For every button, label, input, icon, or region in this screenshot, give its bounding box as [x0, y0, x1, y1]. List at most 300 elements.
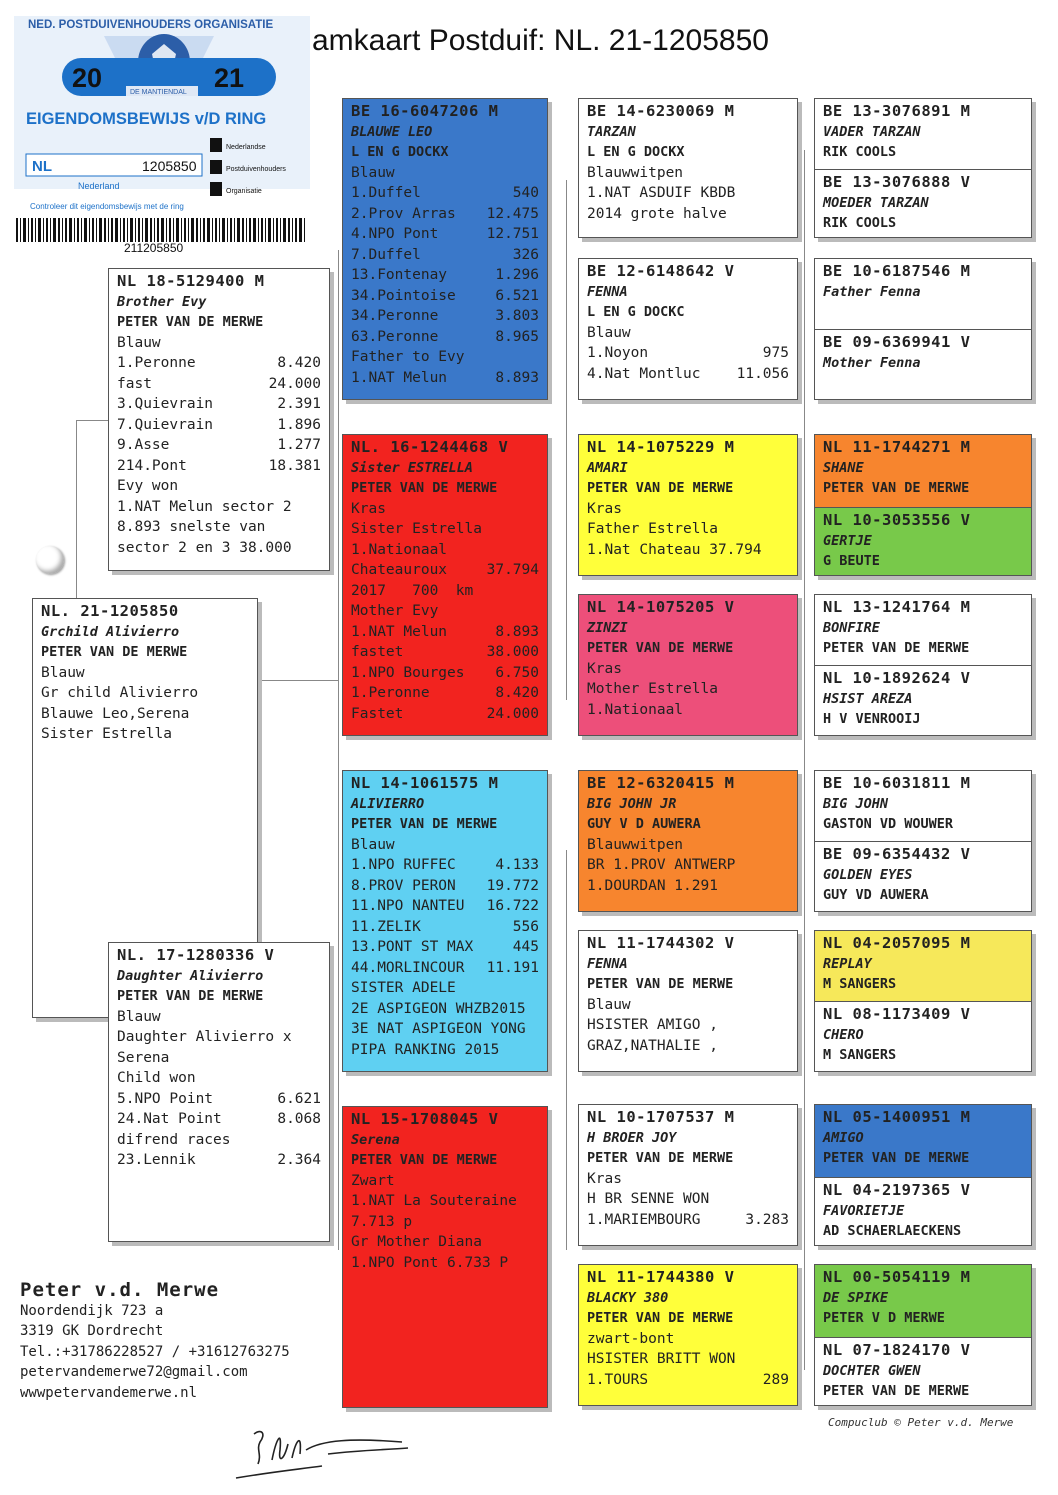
- result-line: [351, 245, 539, 266]
- result-label: Blauw: [351, 164, 395, 181]
- result-label: Kras: [587, 1170, 622, 1187]
- result-value: 8.893: [495, 623, 539, 640]
- owner: GUY V D AUWERA: [587, 816, 701, 832]
- result-label: 1.NAT Melun sector 2: [117, 498, 292, 515]
- result-label: 1.Peronne: [351, 685, 430, 701]
- breeder-name: Peter v.d. Merwe: [20, 1279, 220, 1301]
- grandparent-card: [578, 1104, 798, 1246]
- logo-year-left: 20: [72, 63, 103, 93]
- great-grandparent: [815, 169, 1031, 238]
- result-label: GRAZ,NATHALIE ,: [587, 1037, 718, 1054]
- pigeon-name: DE SPIKE: [823, 1289, 889, 1306]
- result-line: [117, 1048, 321, 1069]
- pigeon-name: FAVORIETJE: [823, 1202, 905, 1219]
- result-label: 9.Asse: [117, 437, 170, 453]
- result-label: Mother Estrella: [587, 681, 718, 697]
- owner: RIK COOLS: [823, 144, 897, 160]
- result-list: [351, 163, 539, 389]
- ring-number: NL 04-2057095 M: [823, 934, 971, 952]
- ring-number: NL 04-2197365 V: [823, 1181, 971, 1199]
- page-title: amkaart Postduif: NL. 21-1205850: [312, 24, 769, 57]
- great-grandparent: [815, 1337, 1031, 1406]
- owner: AD SCHAERLAECKENS: [823, 1223, 962, 1239]
- result-line: [351, 499, 539, 520]
- result-label: 1.NPO Pont 6.733 P: [351, 1254, 509, 1271]
- result-value: 2.364: [277, 1152, 321, 1168]
- great-grandparent: [815, 507, 1031, 576]
- result-value: 8.068: [277, 1111, 321, 1127]
- great-grandparent-pair: [814, 1104, 1032, 1246]
- great-grandparent: [815, 99, 1031, 169]
- ring-number: NL. 21-1205850: [41, 602, 179, 620]
- result-line: [351, 917, 539, 938]
- ownership-certificate-logo: [14, 14, 310, 254]
- result-line: [351, 937, 539, 958]
- grandparent-card: [578, 1264, 798, 1406]
- result-list: [587, 163, 789, 225]
- result-value: 556: [512, 918, 539, 935]
- owner: PETER VAN DE MERWE: [823, 1383, 970, 1399]
- result-label: 1.DOURDAN 1.291: [587, 877, 718, 894]
- pigeon-name: SHANE: [823, 459, 864, 476]
- result-list: [587, 995, 789, 1057]
- result-label: Kras: [587, 660, 622, 677]
- pigeon-name: BONFIRE: [823, 619, 880, 636]
- ring-number: NL 11-1744380 V: [587, 1268, 735, 1286]
- pigeon-name: MOEDER TARZAN: [823, 194, 929, 211]
- logo-top-text: NED. POSTDUIVENHOUDERS ORGANISATIE: [28, 19, 274, 31]
- pigeon-name: Grchild Alivierro: [41, 623, 180, 640]
- barcode-number: 211205850: [124, 241, 184, 254]
- great-grandparent-pair: [814, 594, 1032, 736]
- pigeon-name: ZINZI: [587, 619, 628, 636]
- great-grandparent: [815, 771, 1031, 841]
- result-label: Blauw: [117, 334, 161, 351]
- connector: [258, 680, 338, 681]
- logo-eigendom: EIGENDOMSBEWIJS v/D RING: [26, 110, 267, 128]
- pigeon-name: BIG JOHN JR: [587, 795, 677, 812]
- result-line: [351, 224, 539, 245]
- result-line: [351, 1232, 539, 1253]
- ring-number: NL 14-1075229 M: [587, 438, 735, 456]
- result-line: [117, 1068, 321, 1089]
- result-label: 1.Nat Chateau 37.794: [587, 541, 762, 558]
- result-line: [117, 1109, 321, 1130]
- result-value: 6.750: [495, 664, 539, 681]
- result-label: Gr Mother Diana: [351, 1234, 482, 1250]
- ring-number: NL 10-1707537 M: [587, 1108, 735, 1126]
- result-line: [351, 183, 539, 204]
- breeder-city: 3319 GK Dordrecht: [20, 1323, 164, 1339]
- pigeon-name: Serena: [351, 1131, 400, 1148]
- result-label: 8.893 snelste van: [117, 519, 266, 535]
- ring-number: NL 13-1241764 M: [823, 598, 971, 616]
- result-list: [117, 1007, 321, 1171]
- result-label: 34.Pointoise: [351, 287, 456, 304]
- result-value: 4.133: [495, 857, 539, 873]
- great-grandparent-pair: [814, 98, 1032, 238]
- result-line: [351, 896, 539, 917]
- result-value: 1.296: [495, 267, 539, 283]
- result-list: [587, 1169, 789, 1231]
- result-label: 1.NPO Bourges: [351, 664, 465, 681]
- result-line: [351, 855, 539, 876]
- result-list: [587, 499, 789, 561]
- result-label: 1.Duffel: [351, 185, 421, 201]
- connector: [338, 250, 339, 1250]
- result-line: [351, 663, 539, 684]
- pigeon-name: H BROER JOY: [587, 1129, 677, 1146]
- grandparent-card: [578, 930, 798, 1072]
- ring-number: NL 07-1824170 V: [823, 1341, 971, 1359]
- result-line: [351, 1253, 539, 1274]
- breeder-info: [20, 1280, 290, 1403]
- result-label: PIPA RANKING 2015: [351, 1041, 500, 1058]
- great-grandparent-pair: [814, 1264, 1032, 1406]
- pigeon-name: VADER TARZAN: [823, 123, 921, 140]
- result-line: [351, 978, 539, 999]
- result-label: 11.ZELIK: [351, 918, 421, 935]
- connector: [804, 150, 805, 1370]
- breeder-address: Noordendijk 723 a: [20, 1302, 164, 1319]
- result-value: 1.896: [277, 416, 321, 433]
- result-line: [117, 353, 321, 374]
- result-label: Blauwwitpen: [587, 164, 684, 181]
- result-label: 3.Quievrain: [117, 396, 214, 412]
- ring-number: NL 00-5054119 M: [823, 1268, 971, 1286]
- logo-year-right: 21: [214, 63, 245, 93]
- result-line: [587, 679, 789, 700]
- result-label: Kras: [351, 500, 386, 517]
- owner: PETER VAN DE MERWE: [41, 644, 188, 660]
- binder-hole: [36, 546, 64, 574]
- ring-number: NL 15-1708045 V: [351, 1110, 499, 1128]
- ring-number: NL 14-1061575 M: [351, 774, 499, 792]
- result-label: 2.Prov Arras: [351, 205, 456, 222]
- ring-number: BE 13-3076888 V: [823, 173, 971, 191]
- result-value: 11.191: [486, 959, 539, 976]
- result-label: Blauw: [587, 996, 631, 1013]
- owner: L EN G DOCKX: [351, 144, 449, 160]
- result-line: [117, 1007, 321, 1028]
- result-value: 16.722: [486, 898, 539, 914]
- result-line: [587, 1189, 789, 1210]
- owner: PETER VAN DE MERWE: [823, 1150, 970, 1166]
- pigeon-name: DOCHTER GWEN: [823, 1362, 921, 1379]
- result-label: Father Estrella: [587, 521, 718, 537]
- sibling-card-top: [108, 268, 330, 571]
- result-line: [351, 1191, 539, 1212]
- pigeon-name: AMARI: [587, 459, 628, 476]
- pigeon-name: ALIVIERRO: [351, 795, 425, 812]
- result-line: [351, 327, 539, 348]
- owner: H V VENROOIJ: [823, 711, 921, 727]
- result-label: 1.MARIEMBOURG: [587, 1211, 701, 1228]
- logo-controle: Controleer dit eigendomsbewijs met de ring: [30, 202, 184, 211]
- logo-number: 1205850: [142, 158, 197, 174]
- result-line: [351, 835, 539, 856]
- result-line: [587, 1036, 789, 1057]
- result-line: [117, 1130, 321, 1151]
- result-label: 1.NAT La Souteraine: [351, 1193, 517, 1209]
- result-label: BR 1.PROV ANTWERP: [587, 857, 736, 873]
- result-value: 8.893: [495, 369, 539, 386]
- result-line: [351, 163, 539, 184]
- great-grandparent-pair: [814, 434, 1032, 576]
- result-value: 8.420: [495, 685, 539, 701]
- pigeon-name: Mother Fenna: [823, 354, 921, 371]
- great-grandparent: [815, 1001, 1031, 1072]
- owner: G BEUTE: [823, 553, 880, 569]
- connector: [566, 850, 567, 1250]
- result-line: [587, 519, 789, 540]
- result-line: [587, 876, 789, 897]
- result-list: [351, 835, 539, 1061]
- result-label: 7.713 p: [351, 1213, 413, 1230]
- result-line: [117, 497, 321, 518]
- parent-card-m2: [342, 1106, 548, 1408]
- result-value: 326: [512, 246, 539, 263]
- ring-number: NL. 16-1244468 V: [351, 438, 509, 456]
- owner: RIK COOLS: [823, 215, 897, 231]
- result-line: [587, 343, 789, 364]
- result-value: 540: [512, 185, 539, 201]
- result-label: Chateauroux: [351, 562, 448, 578]
- result-label: 4.Nat Montluc: [587, 365, 701, 382]
- result-line: [351, 306, 539, 327]
- result-label: 3E NAT ASPIGEON YONG: [351, 1021, 526, 1037]
- result-line: [117, 1027, 321, 1048]
- ring-number: BE 10-6187546 M: [823, 262, 971, 280]
- ring-number: BE 09-6369941 V: [823, 333, 971, 351]
- pigeon-name: Daughter Alivierro: [117, 967, 264, 984]
- result-value: 3.803: [495, 308, 539, 324]
- result-label: fast: [117, 375, 152, 392]
- result-label: 13.PONT ST MAX: [351, 939, 474, 955]
- subject-line: Blauw: [41, 664, 85, 681]
- breeder-website: wwwpetervandemerwe.nl: [20, 1384, 198, 1401]
- result-line: [117, 333, 321, 354]
- pigeon-name: GOLDEN EYES: [823, 866, 913, 883]
- result-line: [587, 323, 789, 344]
- owner: GASTON VD WOUWER: [823, 816, 954, 832]
- result-label: Blauw: [351, 836, 395, 853]
- owner: L EN G DOCKC: [587, 304, 685, 320]
- owner: PETER VAN DE MERWE: [351, 480, 498, 496]
- result-label: difrend races: [117, 1131, 231, 1148]
- result-label: Blauw: [587, 324, 631, 341]
- connector: [566, 180, 567, 700]
- owner: PETER VAN DE MERWE: [587, 1310, 734, 1326]
- pigeon-name: HSIST AREZA: [823, 690, 913, 707]
- result-line: [587, 1349, 789, 1370]
- ring-number: NL 08-1173409 V: [823, 1005, 971, 1023]
- result-line: [351, 1212, 539, 1233]
- result-label: zwart-bont: [587, 1330, 675, 1347]
- ring-number: NL 05-1400951 M: [823, 1108, 971, 1126]
- result-line: [587, 204, 789, 225]
- great-grandparent: [815, 259, 1031, 329]
- result-label: 2E ASPIGEON WHZB2015: [351, 1000, 526, 1017]
- result-label: 1.TOURS: [587, 1371, 649, 1388]
- pigeon-name: REPLAY: [823, 955, 872, 972]
- great-grandparent: [815, 595, 1031, 665]
- breeder-phone: Tel.:+31786228527 / +31612763275: [20, 1343, 290, 1360]
- result-label: sector 2 en 3 38.000: [117, 539, 292, 556]
- pigeon-name: FENNA: [587, 955, 628, 972]
- pigeon-name: CHERO: [823, 1026, 864, 1043]
- result-label: 4.NPO Pont: [351, 226, 439, 242]
- result-label: SISTER ADELE: [351, 980, 456, 996]
- result-label: 44.MORLINCOUR: [351, 959, 465, 976]
- result-value: 11.056: [736, 365, 789, 382]
- result-list: [587, 659, 789, 721]
- result-label: 1.NPO RUFFEC: [351, 857, 456, 873]
- result-line: [351, 642, 539, 663]
- pigeon-name: Brother Evy: [117, 293, 207, 310]
- subject-line: Sister Estrella: [41, 726, 172, 742]
- ring-number: BE 12-6320415 M: [587, 774, 735, 792]
- ring-number: NL 10-3053556 V: [823, 511, 971, 529]
- result-list: [117, 333, 321, 559]
- great-grandparent: [815, 329, 1031, 400]
- signature: [232, 1420, 432, 1484]
- result-line: [587, 183, 789, 204]
- ring-number: NL 14-1075205 V: [587, 598, 735, 616]
- connector: [76, 420, 77, 600]
- logo-nederland: Nederland: [78, 181, 120, 191]
- result-value: 38.000: [486, 644, 539, 660]
- pigeon-name: BIG JOHN: [823, 795, 889, 812]
- result-line: [117, 1150, 321, 1171]
- ring-number: BE 16-6047206 M: [351, 102, 499, 120]
- result-label: 24.Nat Point: [117, 1111, 222, 1127]
- great-grandparent: [815, 1177, 1031, 1246]
- breeder-email: petervandemerwe72@gmail.com: [20, 1364, 248, 1380]
- logo-nl: NL: [32, 158, 52, 175]
- subject-line: Blauwe Leo,Serena: [41, 705, 190, 722]
- result-value: 3.283: [745, 1211, 789, 1228]
- result-list: [587, 1329, 789, 1391]
- result-value: 289: [762, 1371, 789, 1388]
- owner: PETER VAN DE MERWE: [823, 480, 970, 496]
- result-line: [587, 540, 789, 561]
- result-label: 63.Peronne: [351, 328, 439, 345]
- result-value: 1.277: [277, 437, 321, 453]
- pigeon-name: BLAUWE LEO: [351, 123, 433, 140]
- result-line: [587, 1210, 789, 1231]
- result-line: [351, 581, 539, 602]
- owner: PETER VAN DE MERWE: [351, 816, 498, 832]
- great-grandparent: [815, 931, 1031, 1001]
- result-line: [587, 1370, 789, 1391]
- result-line: [587, 1329, 789, 1350]
- result-line: [117, 476, 321, 497]
- pigeon-name: Sister ESTRELLA: [351, 459, 473, 476]
- owner: M SANGERS: [823, 976, 897, 992]
- result-label: 2014 grote halve: [587, 205, 727, 222]
- result-label: 11.NPO NANTEU: [351, 898, 465, 914]
- great-grandparent-pair: [814, 258, 1032, 400]
- result-line: [351, 1040, 539, 1061]
- great-grandparent-pair: [814, 930, 1032, 1072]
- result-line: [351, 519, 539, 540]
- great-grandparent: [815, 1105, 1031, 1177]
- ring-number: BE 12-6148642 V: [587, 262, 735, 280]
- connector: [76, 420, 112, 421]
- result-value: 12.751: [486, 226, 539, 242]
- result-line: [351, 540, 539, 561]
- result-value: 2.391: [277, 396, 321, 412]
- owner: PETER VAN DE MERWE: [587, 976, 734, 992]
- owner: PETER VAN DE MERWE: [587, 640, 734, 656]
- result-list: [351, 499, 539, 725]
- great-grandparent: [815, 435, 1031, 507]
- pigeon-name: GERTJE: [823, 532, 872, 549]
- result-label: 8.PROV PERON: [351, 877, 456, 894]
- result-line: [351, 1171, 539, 1192]
- result-value: 445: [512, 939, 539, 955]
- pigeon-name: AMIGO: [823, 1129, 864, 1146]
- parent-card-m1: [342, 770, 548, 1072]
- ring-number: BE 10-6031811 M: [823, 774, 971, 792]
- owner: PETER VAN DE MERWE: [351, 1152, 498, 1168]
- great-grandparent: [815, 841, 1031, 912]
- result-label: Zwart: [351, 1172, 395, 1189]
- ring-number: NL 11-1744302 V: [587, 934, 735, 952]
- result-value: 24.000: [486, 705, 539, 722]
- grandparent-card: [578, 594, 798, 736]
- result-label: fastet: [351, 644, 404, 660]
- result-line: [587, 364, 789, 385]
- result-line: [351, 601, 539, 622]
- copyright: Compuclub © Peter v.d. Merwe: [828, 1416, 1014, 1429]
- parent-card-f1: [342, 98, 548, 400]
- great-grandparent: [815, 665, 1031, 736]
- owner: PETER VAN DE MERWE: [117, 314, 264, 330]
- result-label: Child won: [117, 1070, 196, 1086]
- result-value: 12.475: [486, 205, 539, 222]
- result-list: [587, 835, 789, 897]
- subject-line: Gr child Alivierro: [41, 685, 199, 701]
- pigeon-name: FENNA: [587, 283, 628, 300]
- ring-number: BE 13-3076891 M: [823, 102, 971, 120]
- result-label: 1.Peronne: [117, 355, 196, 371]
- result-label: 1.NAT Melun: [351, 369, 448, 386]
- owner: PETER VAN DE MERWE: [587, 480, 734, 496]
- result-label: Evy won: [117, 478, 179, 494]
- result-line: [117, 415, 321, 436]
- result-label: 2017 700 km: [351, 582, 474, 599]
- result-line: [587, 1015, 789, 1036]
- result-label: Daughter Alivierro x: [117, 1029, 292, 1045]
- result-line: [351, 204, 539, 225]
- result-label: Serena: [117, 1049, 170, 1066]
- owner: PETER V D MERWE: [823, 1310, 945, 1326]
- result-line: [351, 704, 539, 725]
- result-line: [351, 286, 539, 307]
- result-label: Blauw: [117, 1008, 161, 1025]
- result-line: [117, 1089, 321, 1110]
- result-line: [117, 456, 321, 477]
- result-value: 8.420: [277, 355, 321, 371]
- result-line: [351, 999, 539, 1020]
- pigeon-name: BLACKY 380: [587, 1289, 669, 1306]
- result-label: HSISTER BRITT WON: [587, 1351, 736, 1367]
- result-label: 1.NAT Melun: [351, 623, 448, 640]
- result-line: [587, 163, 789, 184]
- result-line: [351, 1019, 539, 1040]
